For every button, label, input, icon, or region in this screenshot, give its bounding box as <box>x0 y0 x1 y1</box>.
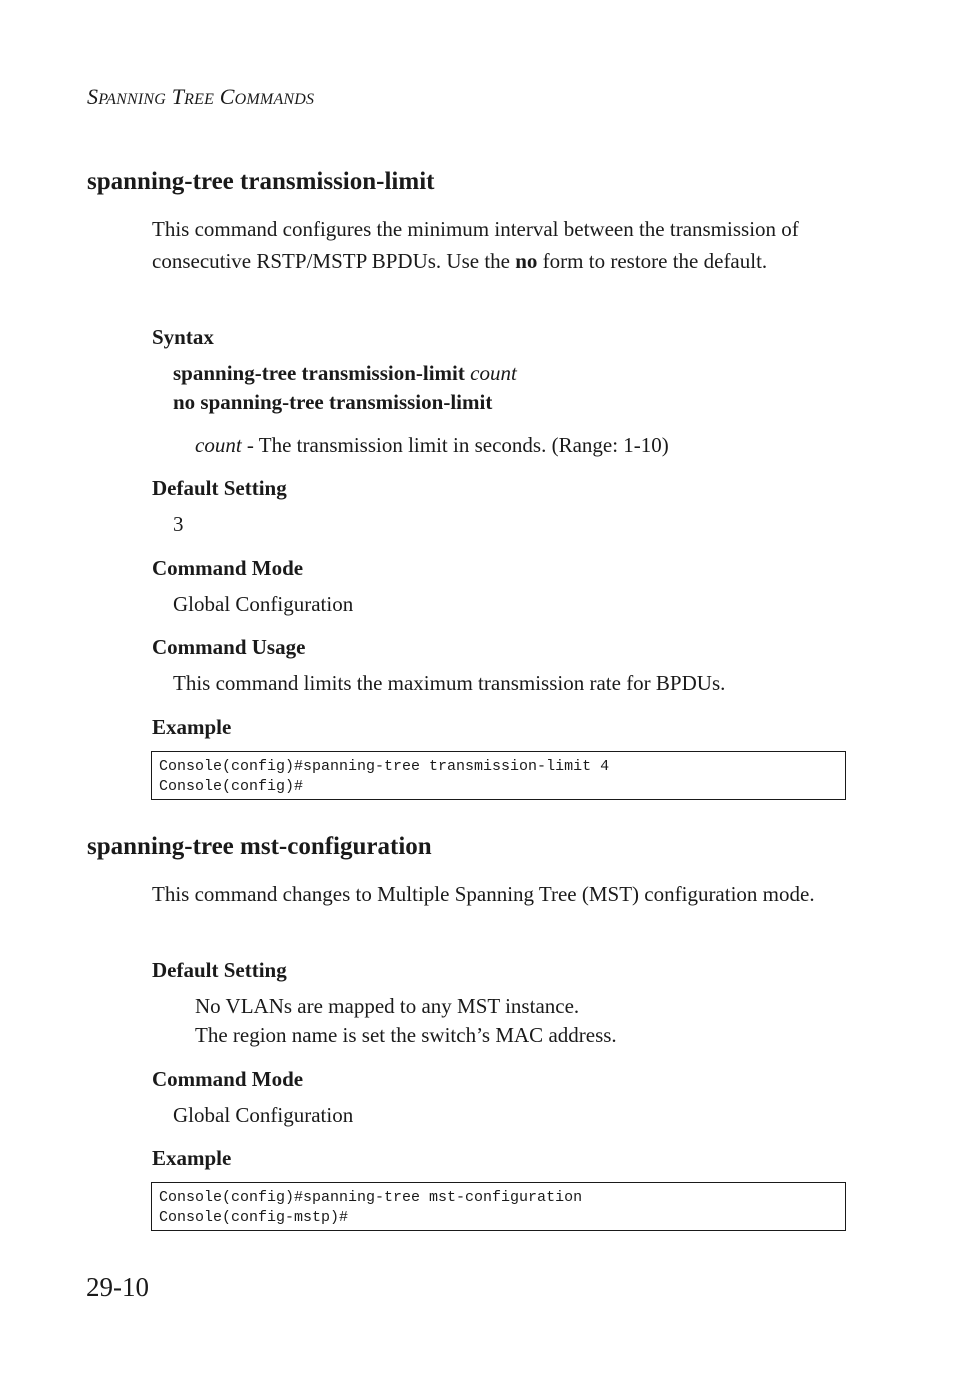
command-mode-heading-2: Command Mode <box>152 1067 304 1091</box>
example-heading-1: Example <box>152 715 232 739</box>
command-mode-value-1: Global Configuration <box>173 592 354 616</box>
default-setting-heading-1: Default Setting <box>152 476 287 500</box>
section-title-mst-configuration: spanning-tree mst-configuration <box>87 833 432 860</box>
example-code-box-1: Console(config)#spanning-tree transmission-limit 4 Console(config)# <box>151 751 846 800</box>
example-code-box-2: Console(config)#spanning-tree mst-configuration Console(config-mstp)# <box>151 1182 846 1231</box>
section1-description: This command configures the minimum interval between the transmission of consecutive RSTP/MSTP BPDUs. Use the no form to restore the default. <box>152 217 799 273</box>
default-setting-line-1: No VLANs are mapped to any MST instance. <box>195 994 580 1018</box>
syntax-line-2: no spanning-tree transmission-limit <box>173 390 493 414</box>
example-heading-2: Example <box>152 1146 232 1170</box>
command-mode-heading-1: Command Mode <box>152 556 304 580</box>
section-title-transmission-limit: spanning-tree transmission-limit <box>87 168 435 195</box>
page-number: 29-10 <box>86 1272 149 1302</box>
parameter-description: count - The transmission limit in seconds. (Range: 1-10) <box>195 433 669 457</box>
command-mode-value-2: Global Configuration <box>173 1103 354 1127</box>
command-usage-value: This command limits the maximum transmission rate for BPDUs. <box>173 671 726 695</box>
section2-description: This command changes to Multiple Spanning Tree (MST) configuration mode. <box>152 882 815 906</box>
default-setting-value-1: 3 <box>173 512 184 536</box>
syntax-heading: Syntax <box>152 325 214 349</box>
default-setting-line-2: The region name is set the switch’s MAC address. <box>195 1023 617 1047</box>
running-header: SPANNING TREE COMMANDS <box>87 84 315 109</box>
syntax-line-1: spanning-tree transmission-limit count <box>173 361 517 385</box>
command-usage-heading: Command Usage <box>152 635 306 659</box>
default-setting-heading-2: Default Setting <box>152 958 287 982</box>
